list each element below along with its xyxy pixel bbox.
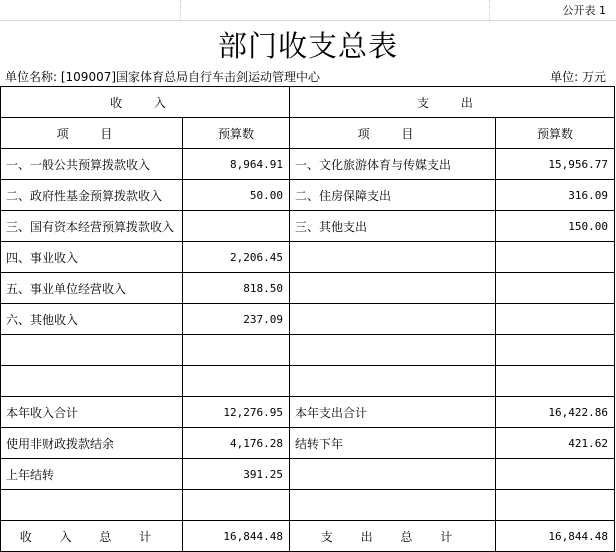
income-item-cell: 三、国有资本经营预算拨款收入 [1, 211, 183, 242]
expense-value-cell: 421.62 [496, 428, 615, 459]
income-budget-header: 预算数 [183, 118, 290, 149]
table-row [1, 149, 615, 180]
expense-item-cell [290, 366, 496, 397]
income-item-cell: 四、事业收入 [1, 242, 183, 273]
income-item-cell [1, 335, 183, 366]
income-header: 收 入 [1, 87, 290, 118]
income-item-cell: 六、其他收入 [1, 304, 183, 335]
table-row [1, 211, 615, 242]
income-value-cell: 4,176.28 [183, 428, 290, 459]
expense-item-header: 项 目 [290, 118, 496, 149]
income-value-cell: 12,276.95 [183, 397, 290, 428]
expense-item-cell [290, 242, 496, 273]
income-item-cell: 一、一般公共预算拨款收入 [1, 149, 183, 180]
expense-value-cell [496, 304, 615, 335]
column-header-row [1, 118, 615, 149]
income-value-cell [183, 366, 290, 397]
expense-total-value: 16,844.48 [496, 521, 615, 552]
unit-label: 单位: 万元 [550, 70, 606, 84]
table-row [1, 335, 615, 366]
expense-item-cell [290, 490, 496, 521]
expense-value-cell: 16,422.86 [496, 397, 615, 428]
expense-item-cell: 三、其他支出 [290, 211, 496, 242]
income-total-label: 收 入 总 计 [1, 521, 183, 552]
income-item-header: 项 目 [1, 118, 183, 149]
expense-value-cell [496, 366, 615, 397]
sheet-tag-row [0, 0, 616, 21]
income-value-cell: 237.09 [183, 304, 290, 335]
income-item-cell: 使用非财政拨款结余 [1, 428, 183, 459]
expense-item-cell: 结转下年 [290, 428, 496, 459]
page-title: 部门收支总表 [217, 29, 398, 63]
expense-value-cell: 15,956.77 [496, 149, 615, 180]
budget-table [0, 86, 615, 552]
expense-item-cell [290, 335, 496, 366]
expense-item-cell [290, 304, 496, 335]
totals-row [1, 521, 615, 552]
income-value-cell: 8,964.91 [183, 149, 290, 180]
income-item-cell: 二、政府性基金预算拨款收入 [1, 180, 183, 211]
sheet-tag: 公开表 1 [562, 4, 606, 17]
unit-info-row [0, 64, 616, 86]
income-value-cell: 818.50 [183, 273, 290, 304]
table-row [1, 397, 615, 428]
expense-value-cell [496, 335, 615, 366]
blank-cell [0, 0, 181, 20]
table-row [1, 242, 615, 273]
expense-item-cell [290, 459, 496, 490]
income-total-value: 16,844.48 [183, 521, 290, 552]
income-value-cell [183, 335, 290, 366]
income-item-cell [1, 490, 183, 521]
expense-header: 支 出 [290, 87, 615, 118]
table-row [1, 459, 615, 490]
expense-item-cell: 一、文化旅游体育与传媒支出 [290, 149, 496, 180]
expense-value-cell [496, 242, 615, 273]
income-value-cell: 391.25 [183, 459, 290, 490]
income-value-cell: 50.00 [183, 180, 290, 211]
table-row [1, 180, 615, 211]
expense-total-label: 支 出 总 计 [290, 521, 496, 552]
expense-value-cell: 150.00 [496, 211, 615, 242]
income-value-cell [183, 490, 290, 521]
expense-budget-header: 预算数 [496, 118, 615, 149]
income-item-cell: 本年收入合计 [1, 397, 183, 428]
expense-value-cell [496, 490, 615, 521]
expense-item-cell: 二、住房保障支出 [290, 180, 496, 211]
table-row [1, 273, 615, 304]
income-item-cell [1, 366, 183, 397]
unit-name: 单位名称: [109007]国家体育总局自行车击剑运动管理中心 [5, 70, 321, 84]
table-row [1, 304, 615, 335]
table-row [1, 366, 615, 397]
expense-value-cell [496, 459, 615, 490]
blank-cell [181, 0, 490, 20]
expense-item-cell: 本年支出合计 [290, 397, 496, 428]
section-header-row [1, 87, 615, 118]
expense-value-cell [496, 273, 615, 304]
expense-item-cell [290, 273, 496, 304]
income-item-cell: 五、事业单位经营收入 [1, 273, 183, 304]
expense-value-cell: 316.09 [496, 180, 615, 211]
table-row [1, 490, 615, 521]
income-value-cell: 2,206.45 [183, 242, 290, 273]
table-row [1, 428, 615, 459]
income-value-cell [183, 211, 290, 242]
income-item-cell: 上年结转 [1, 459, 183, 490]
